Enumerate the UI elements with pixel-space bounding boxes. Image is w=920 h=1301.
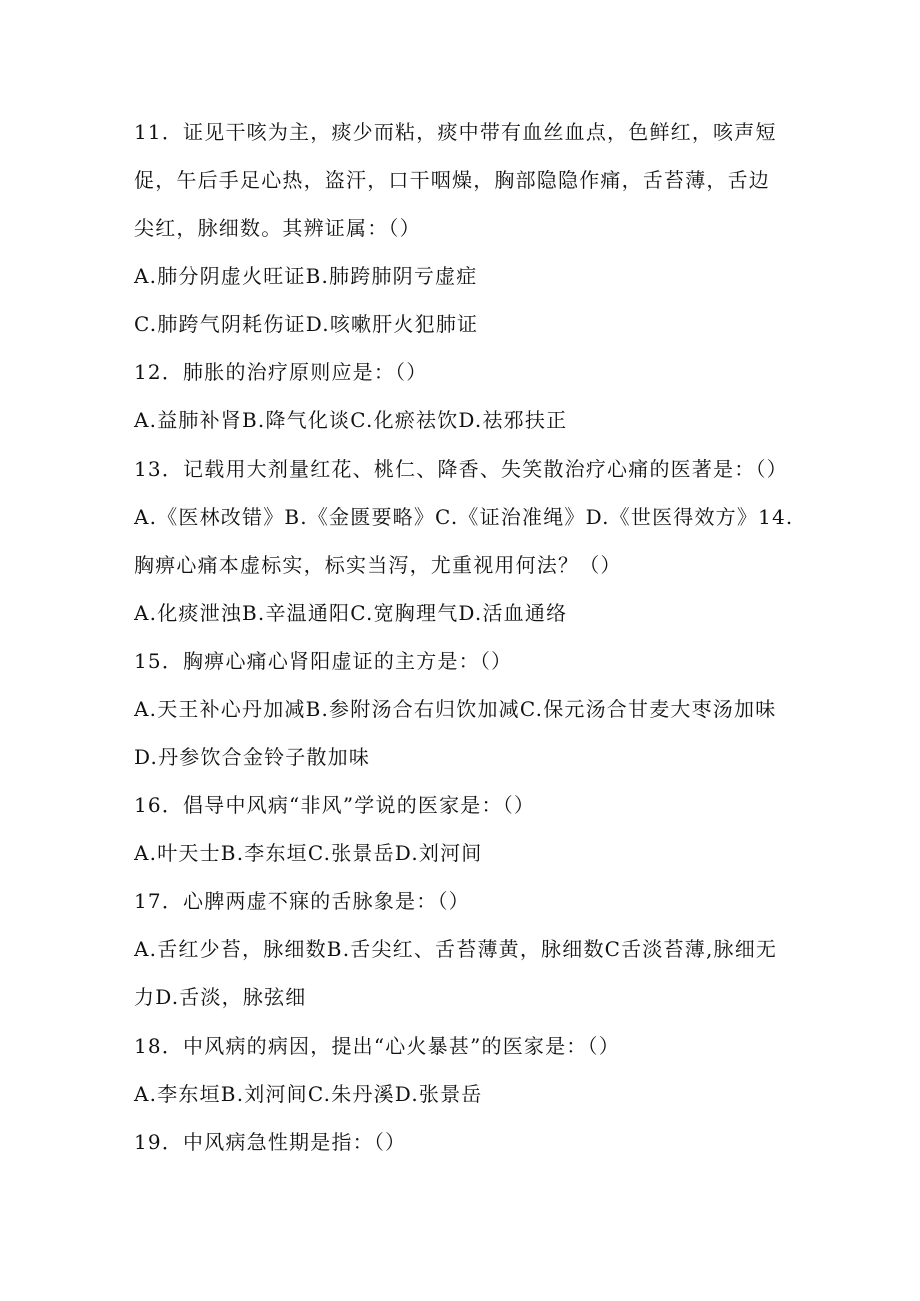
question-14-options: A.化痰泄浊B.辛温通阳C.宽胸理气D.活血通络 <box>134 601 568 625</box>
question-18-options: A.李东垣B.刘河间C.朱丹溪D.张景岳 <box>134 1082 483 1106</box>
question-15-options-line-2: D.丹参饮合金铃子散加味 <box>134 745 371 769</box>
question-17-stem: 17．心脾两虚不寐的舌脉象是：（） <box>134 889 470 913</box>
question-12-options: A.益肺补肾B.降气化谈C.化瘀祛饮D.祛邪扶正 <box>134 408 568 432</box>
question-14-stem: 胸痹心痛本虚标实，标实当泻，尤重视用何法？（） <box>134 553 622 577</box>
question-11-line-2: 促，午后手足心热，盗汗，口干咽燥，胸部隐隐作痛，舌苔薄，舌边 <box>134 168 770 192</box>
question-19-stem: 19．中风病急性期是指：（） <box>134 1130 407 1154</box>
question-13-options: A.《医林改错》B.《金匮要略》C.《证治准绳》D.《世医得效方》14. <box>134 505 794 529</box>
question-12-stem: 12．肺胀的治疗原则应是：（） <box>134 360 428 384</box>
question-17-options-line-2: 力D.舌淡，脉弦细 <box>134 985 307 1009</box>
question-11-line-3: 尖红，脉细数。其辨证属：（） <box>134 216 421 240</box>
question-13-stem: 13．记载用大剂量红花、桃仁、降香、失笑散治疗心痛的医著是：（） <box>134 457 788 481</box>
question-17-options-line-1: A.舌红少苔，脉细数B.舌尖红、舌苔薄黄，脉细数C舌淡苔薄,脉细无 <box>134 937 778 961</box>
question-11-options-ab: A.肺分阴虚火旺证B.肺跨肺阴亏虚症 <box>134 264 478 288</box>
question-15-stem: 15．胸痹心痛心肾阳虚证的主方是：（） <box>134 649 513 673</box>
question-11-options-cd: C.肺跨气阴耗伤证D.咳嗽肝火犯肺证 <box>134 312 479 336</box>
question-16-stem: 16．倡导中风病“非风”学说的医家是：（） <box>134 793 536 817</box>
question-18-stem: 18．中风病的病因，提出“心火暴甚”的医家是：（） <box>134 1034 620 1058</box>
question-15-options-line-1: A.天王补心丹加减B.参附汤合右归饮加减C.保元汤合甘麦大枣汤加味 <box>134 697 777 721</box>
question-16-options: A.叶天士B.李东垣C.张景岳D.刘河间 <box>134 841 483 865</box>
question-11-line-1: 11．证见干咳为主，痰少而粘，痰中带有血丝血点，色鲜红，咳声短 <box>134 120 777 144</box>
